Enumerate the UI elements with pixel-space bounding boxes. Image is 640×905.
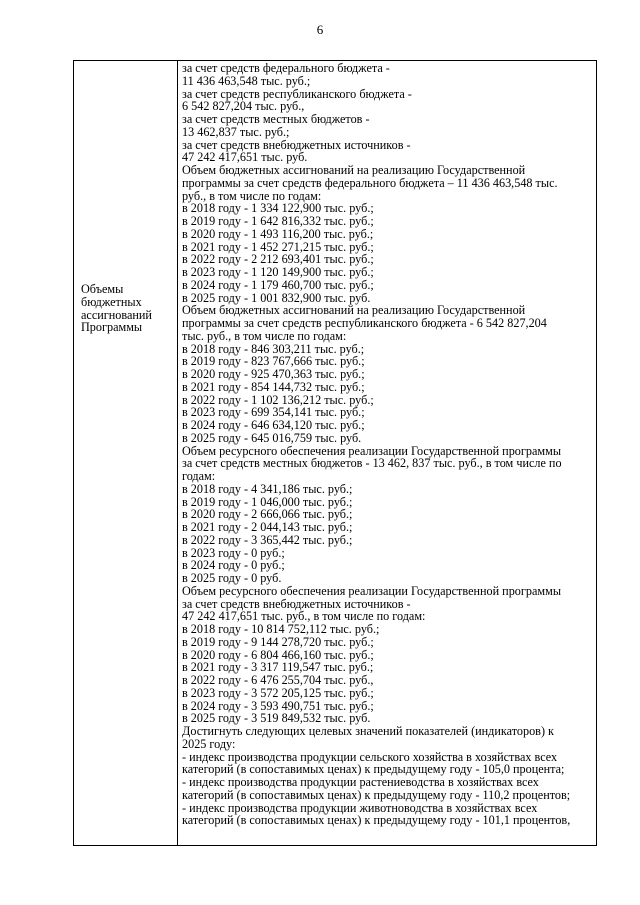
text-line: в 2020 году - 6 804 466,160 тыс. руб.; <box>182 647 374 662</box>
content-column <box>178 61 596 845</box>
text-line: в 2019 году - 9 144 278,720 тыс. руб.; <box>182 634 374 649</box>
text-line: в 2025 году - 3 519 849,532 тыс. руб. <box>182 711 371 726</box>
text-line: за счет средств местных бюджетов - <box>182 112 370 126</box>
text-line: 13 462,837 тыс. руб.; <box>182 124 290 139</box>
row-label-line: бюджетных <box>81 294 142 309</box>
text-line: в 2018 году - 4 341,186 тыс. руб.; <box>182 481 353 496</box>
text-line: Объем бюджетных ассигнований на реализацию Государственной <box>182 303 526 318</box>
text-line: в 2021 году - 854 144,732 тыс. руб.; <box>182 379 365 394</box>
text-line: в 2018 году - 846 303,211 тыс. руб.; <box>182 341 365 356</box>
text-line: в 2024 году - 0 руб.; <box>182 558 285 573</box>
text-line: в 2020 году - 2 666,066 тыс. руб.; <box>182 507 353 522</box>
text-line: в 2025 году - 1 001 832,900 тыс. руб. <box>182 290 371 305</box>
text-line: в 2018 году - 1 334 122,900 тыс. руб.; <box>182 201 374 216</box>
text-line: в 2022 году - 1 102 136,212 тыс. руб.; <box>182 392 374 407</box>
text-line: Объем ресурсного обеспечения реализации Государственной программы <box>182 583 562 598</box>
text-line: 6 542 827,204 тыс. руб., <box>182 99 305 114</box>
text-line: годам: <box>182 469 216 483</box>
text-line: 47 242 417,651 тыс. руб., в том числе по годам: <box>182 609 426 624</box>
text-line: в 2021 году - 1 452 271,215 тыс. руб.; <box>182 239 374 254</box>
text-line: за счет средств федерального бюджета - <box>182 61 390 75</box>
text-line: за счет средств внебюджетных источников - <box>182 137 411 152</box>
text-line: в 2024 году - 3 593 490,751 тыс. руб.; <box>182 698 374 713</box>
text-line: в 2019 году - 823 767,666 тыс. руб.; <box>182 354 365 369</box>
row-label-line: Программы <box>81 320 143 335</box>
text-line: за счет средств местных бюджетов - 13 462, 837 тыс. руб., в том числе по <box>182 456 562 471</box>
text-line: в 2025 году - 0 руб. <box>182 571 282 585</box>
text-line: программы за счет средств федерального бюджета – 11 436 463,548 тыс. <box>182 175 558 190</box>
text-line: за счет средств внебюджетных источников - <box>182 596 411 611</box>
text-line: 47 242 417,651 тыс. руб. <box>182 150 308 165</box>
text-line: тыс. руб., в том числе по годам: <box>182 328 347 343</box>
text-line: в 2024 году - 1 179 460,700 тыс. руб.; <box>182 277 374 292</box>
text-line: - индекс производства продукции растениеводства в хозяйствах всех <box>182 775 539 789</box>
text-line: - индекс производства продукции животноводства в хозяйствах всех <box>182 800 538 815</box>
text-line: в 2021 году - 2 044,143 тыс. руб.; <box>182 520 353 534</box>
budget-table <box>73 60 597 846</box>
text-line: Объем бюджетных ассигнований на реализацию Государственной <box>182 163 526 177</box>
text-line: в 2018 году - 10 814 752,112 тыс. руб.; <box>182 622 380 636</box>
text-line: категорий (в сопоставимых ценах) к предыдущему году - 105,0 процента; <box>182 762 565 777</box>
text-line: 2025 году: <box>182 736 236 751</box>
text-line: за счет средств республиканского бюджета - <box>182 86 412 101</box>
text-line: в 2020 году - 925 470,363 тыс. руб.; <box>182 367 365 381</box>
text-line: 11 436 463,548 тыс. руб.; <box>182 73 311 88</box>
text-line: в 2020 году - 1 493 116,200 тыс. руб.; <box>182 226 374 241</box>
text-line: в 2024 году - 646 634,120 тыс. руб.; <box>182 418 365 432</box>
text-line: - индекс производства продукции сельского хозяйства в хозяйствах всех <box>182 749 558 764</box>
row-label-line: Объемы <box>81 282 124 296</box>
text-line: в 2023 году - 0 руб.; <box>182 545 285 560</box>
text-line: категорий (в сопоставимых ценах) к предыдущему году - 110,2 процентов; <box>182 787 571 802</box>
text-line: Объем ресурсного обеспечения реализации Государственной программы <box>182 443 562 458</box>
text-line: в 2021 году - 3 317 119,547 тыс. руб.; <box>182 660 374 675</box>
text-line: в 2022 году - 6 476 255,704 тыс. руб., <box>182 673 374 687</box>
text-line: в 2023 году - 699 354,141 тыс. руб.; <box>182 405 365 420</box>
text-line: в 2022 году - 3 365,442 тыс. руб.; <box>182 532 353 547</box>
text-line: Достигнуть следующих целевых значений показателей (индикаторов) к <box>182 724 554 738</box>
text-line: категорий (в сопоставимых ценах) к предыдущему году - 101,1 процентов, <box>182 813 571 828</box>
text-line: в 2022 году - 2 212 693,401 тыс. руб.; <box>182 252 374 267</box>
text-line: программы за счет средств республиканского бюджета - 6 542 827,204 <box>182 316 547 330</box>
text-line: в 2023 году - 1 120 149,900 тыс. руб.; <box>182 265 374 279</box>
text-line: в 2023 году - 3 572 205,125 тыс. руб.; <box>182 685 374 700</box>
text-line: в 2025 году - 645 016,759 тыс. руб. <box>182 430 362 445</box>
row-label <box>81 283 152 334</box>
label-column <box>74 61 178 845</box>
row-label-line: ассигнований <box>81 307 152 322</box>
page-number: 6 <box>316 22 324 37</box>
text-line: в 2019 году - 1 046,000 тыс. руб.; <box>182 494 353 509</box>
text-line: в 2019 году - 1 642 816,332 тыс. руб.; <box>182 214 374 228</box>
text-line: руб., в том числе по годам: <box>182 188 322 203</box>
